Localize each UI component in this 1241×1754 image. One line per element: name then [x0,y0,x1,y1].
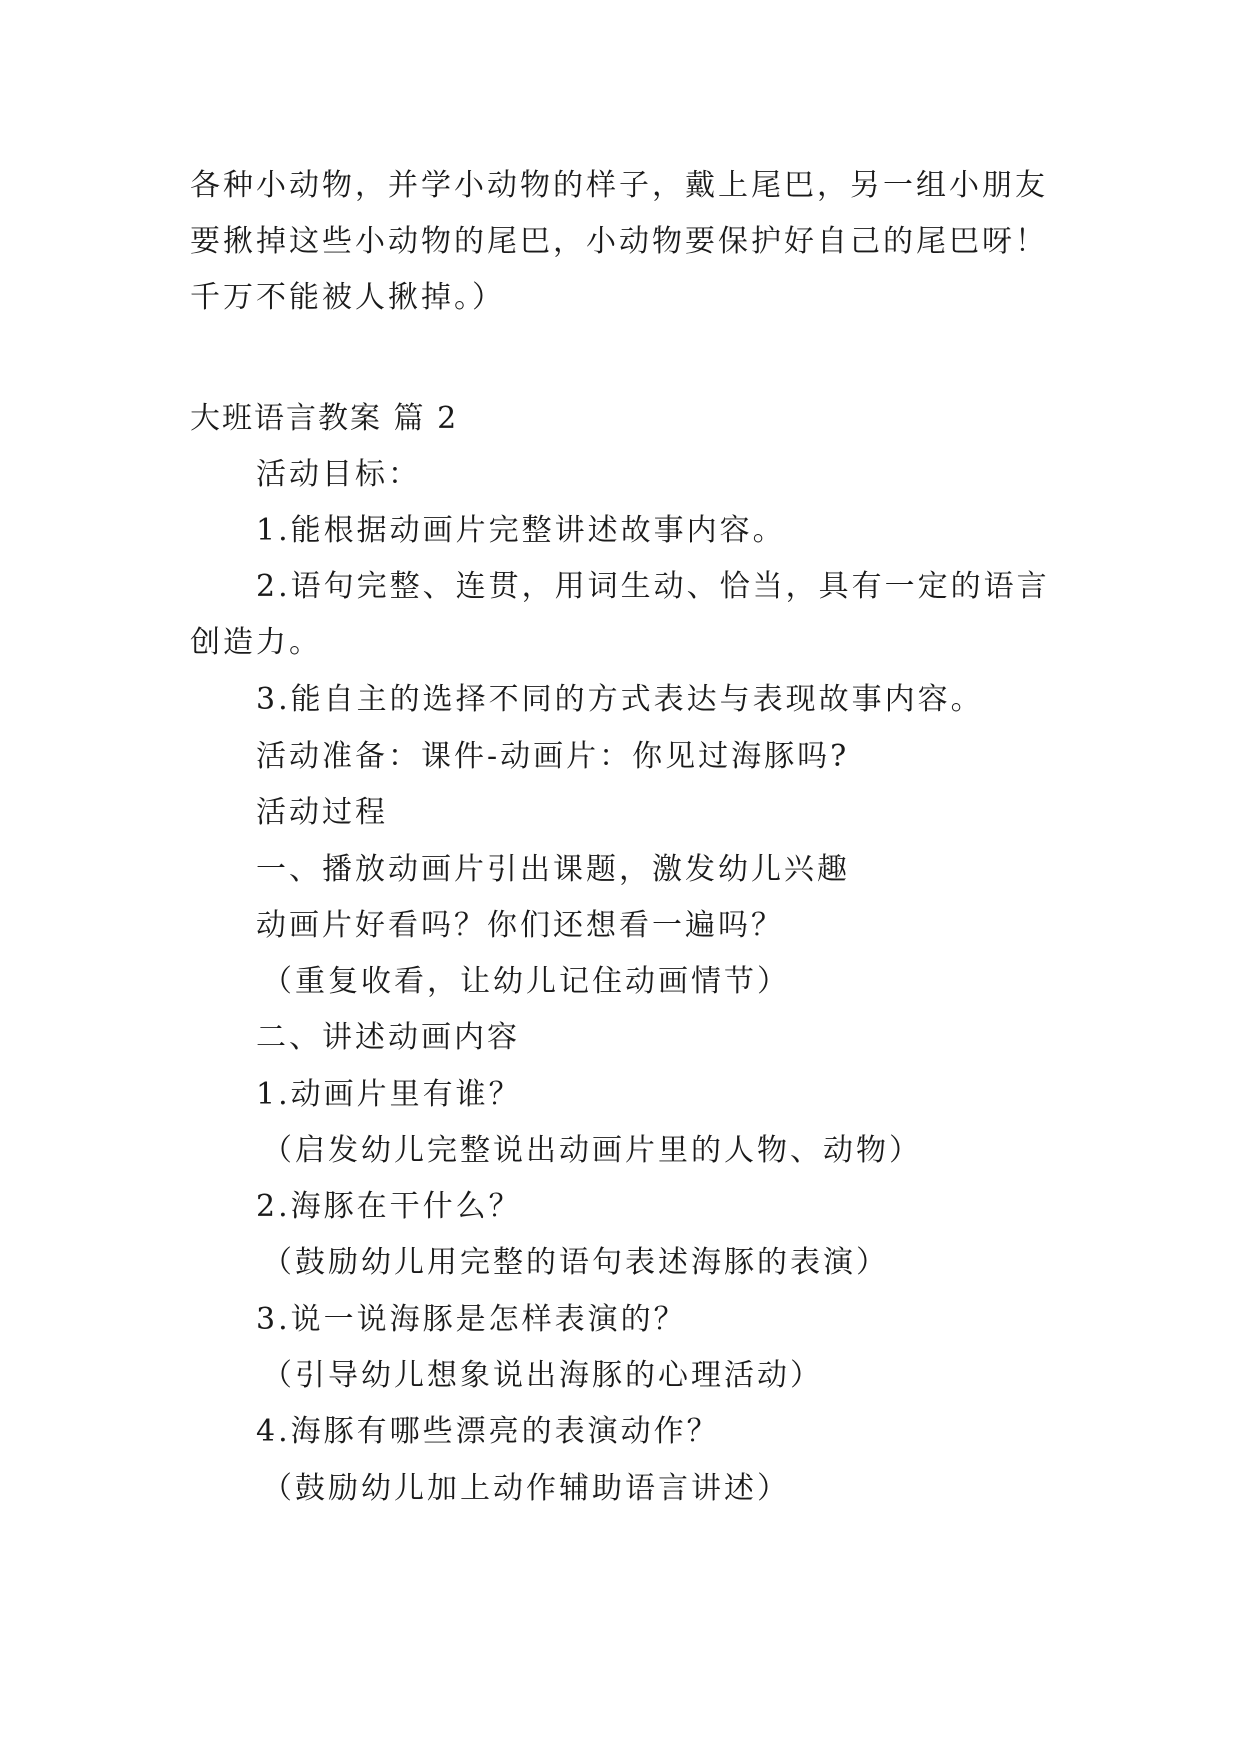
goal-2-line-1: 2.语句完整、连贯，用词生动、恰当，具有一定的语言 [256,569,1050,604]
goal-2-line-2: 创造力。 [190,625,322,660]
question-1-note: （启发幼儿完整说出动画片里的人物、动物） [262,1133,922,1168]
goal-3: 3.能自主的选择不同的方式表达与表现故事内容。 [256,682,984,717]
question-4: 4.海豚有哪些漂亮的表演动作？ [256,1414,720,1449]
activity-prep: 活动准备：课件-动画片：你见过海豚吗? [256,739,850,774]
section-title: 大班语言教案 篇 2 [190,401,459,436]
process-heading: 活动过程 [256,795,388,830]
continuation-line-1: 各种小动物，并学小动物的样子，戴上尾巴，另一组小朋友 [190,168,1048,203]
question-2-note: （鼓励幼儿用完整的语句表述海豚的表演） [262,1245,889,1280]
question-3: 3.说一说海豚是怎样表演的？ [256,1302,687,1337]
question-3-note: （引导幼儿想象说出海豚的心理活动） [262,1358,823,1393]
continuation-line-2: 要揪掉这些小动物的尾巴，小动物要保护好自己的尾巴呀！ [190,224,1048,259]
step-1-question: 动画片好看吗？你们还想看一遍吗？ [256,908,784,943]
question-4-note: （鼓励幼儿加上动作辅助语言讲述） [262,1471,790,1506]
question-1: 1.动画片里有谁？ [256,1077,522,1112]
goals-heading: 活动目标： [256,457,421,492]
step-1-heading: 一、播放动画片引出课题，激发幼儿兴趣 [256,852,850,887]
step-2-heading: 二、讲述动画内容 [256,1020,520,1055]
continuation-line-3: 千万不能被人揪掉。） [190,280,505,315]
step-1-note: （重复收看，让幼儿记住动画情节） [262,964,790,999]
goal-1: 1.能根据动画片完整讲述故事内容。 [256,513,786,548]
question-2: 2.海豚在干什么？ [256,1189,522,1224]
